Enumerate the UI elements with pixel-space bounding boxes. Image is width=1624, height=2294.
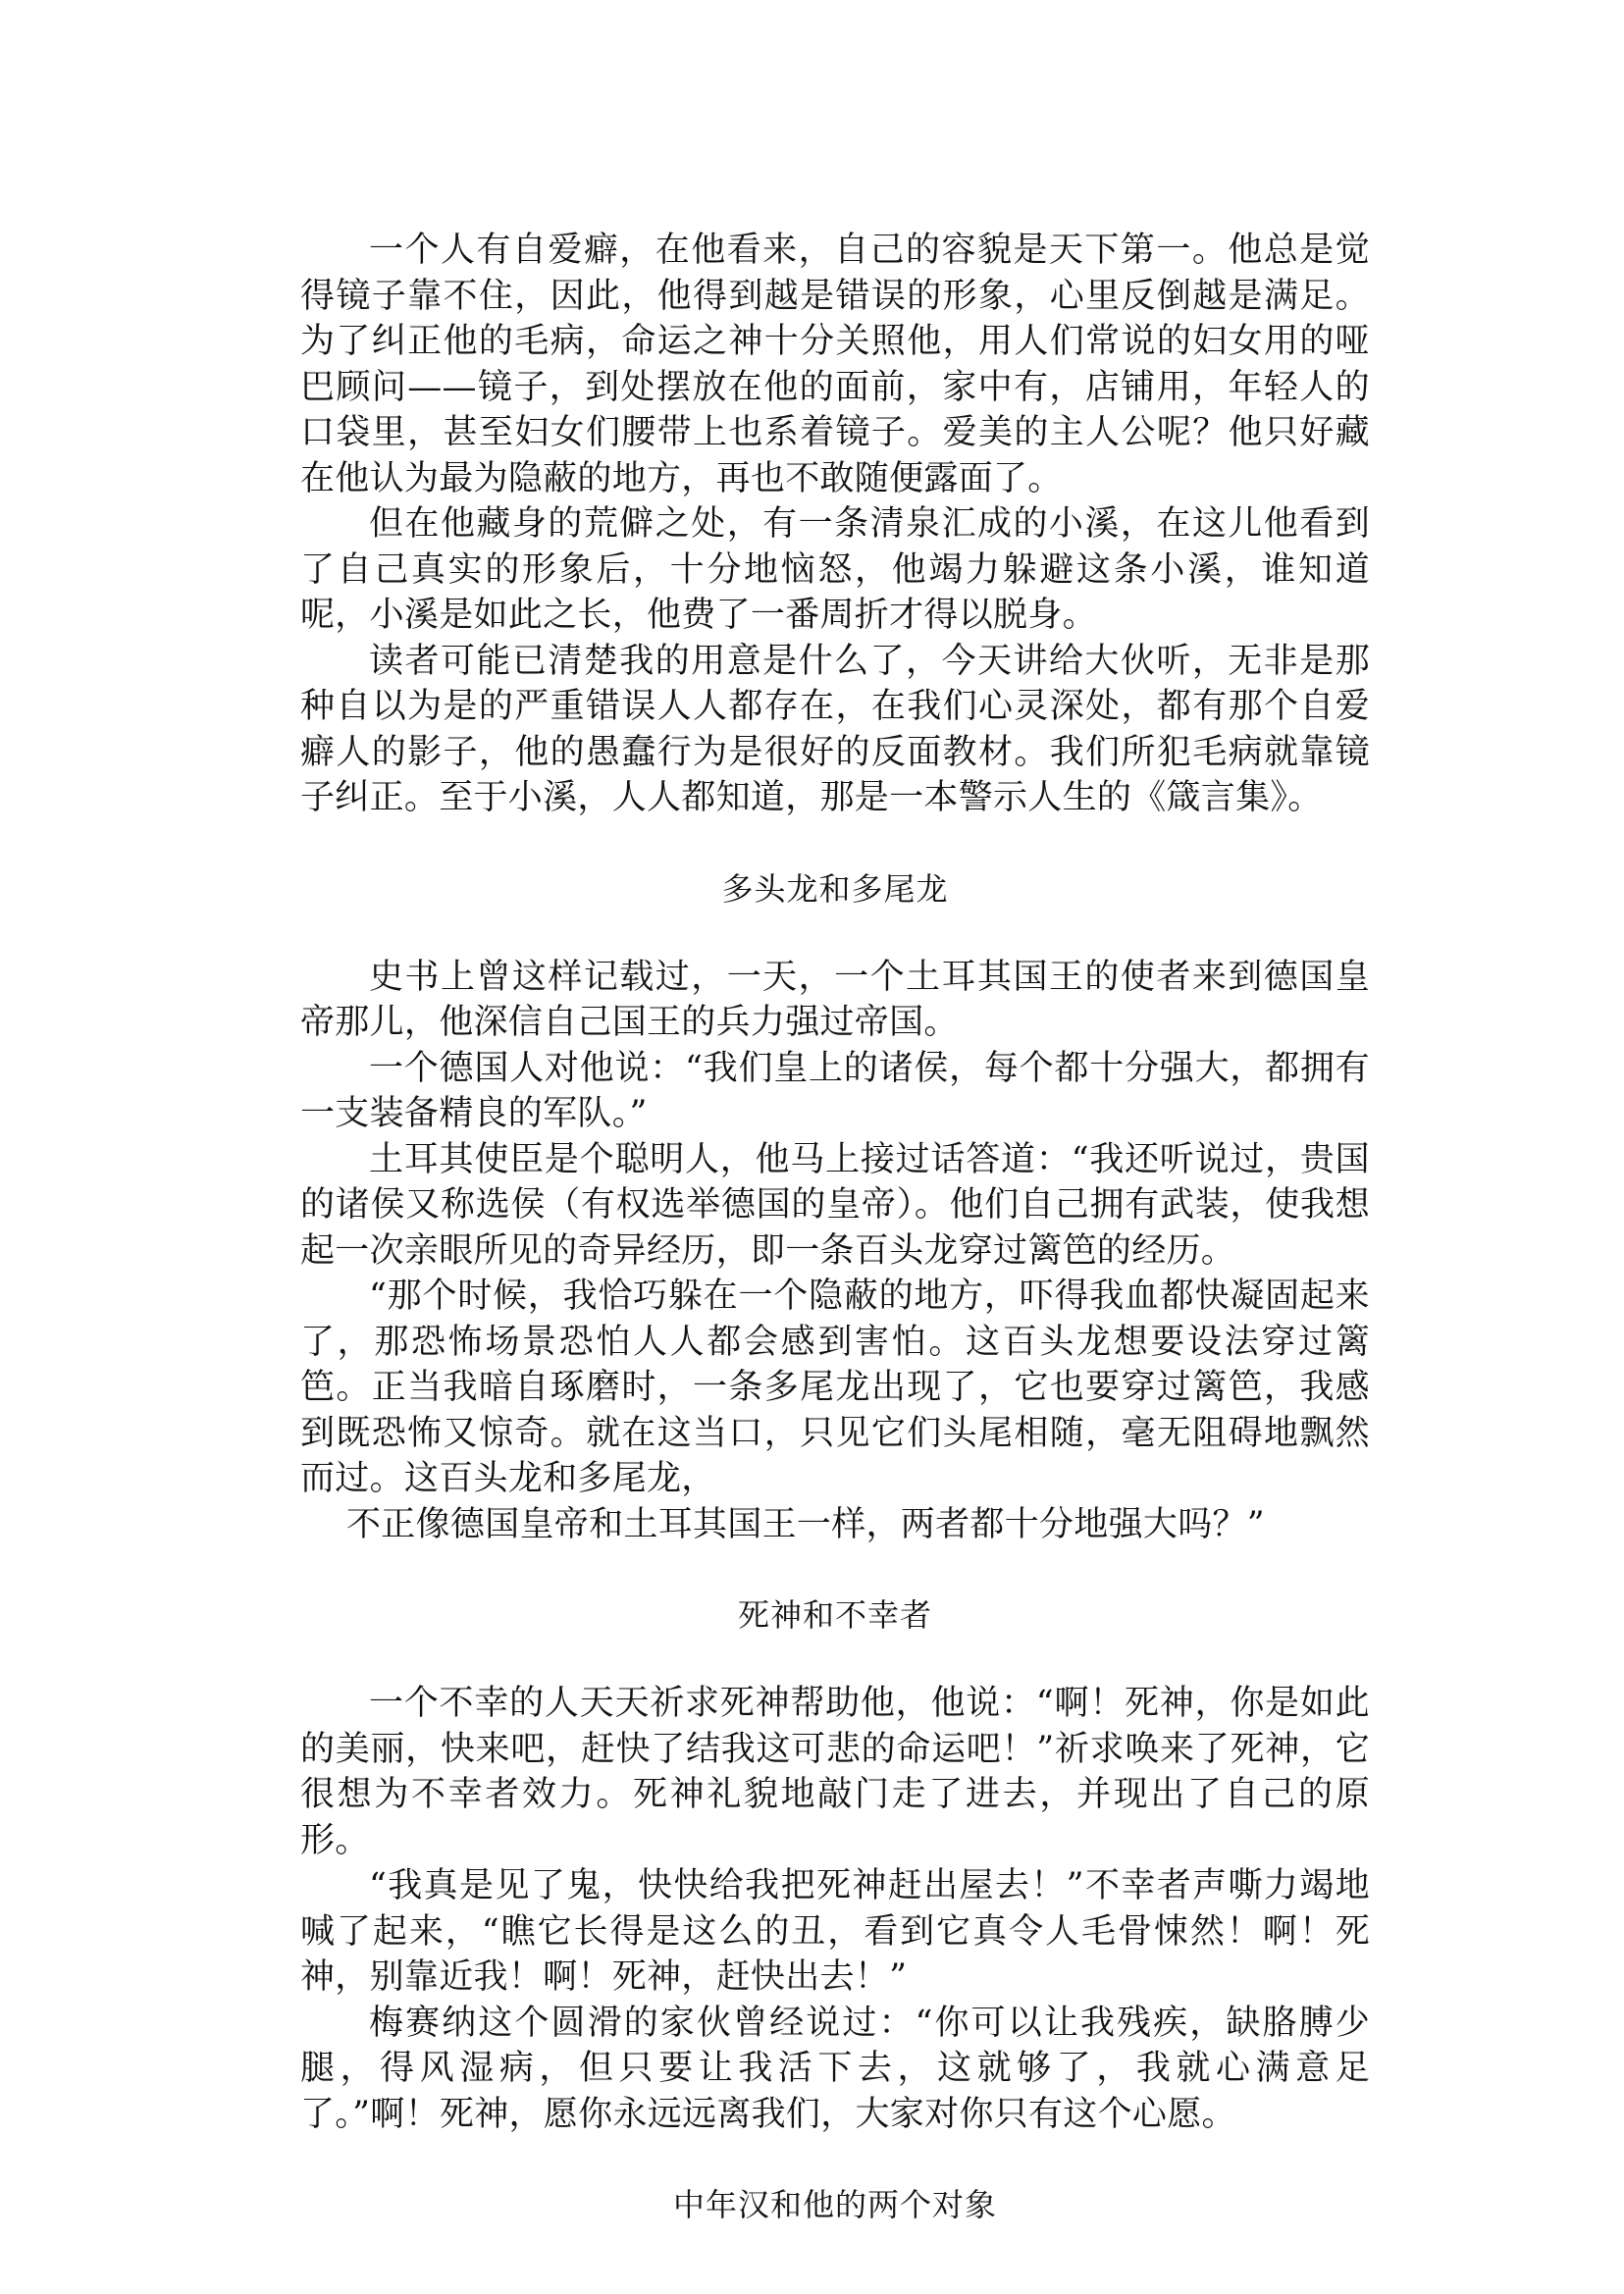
- paragraph: 一个人有自爱癖，在他看来，自己的容貌是天下第一。他总是觉得镜子靠不住，因此，他得到越是错误的形象，心里反倒越是满足。为了纠正他的毛病，命运之神十分关照他，用人们常说的妇女用的哑巴顾问——镜子，到处摆放在他的面前，家中有，店铺用，年轻人的口袋里，甚至妇女们腰带上也系着镜子。爱美的主人公呢？他只好藏在他认为最为隐蔽的地方，再也不敢随便露面了。: [300, 231, 1370, 498]
- document-body: [300, 228, 1370, 2227]
- paragraph: 土耳其使臣是个聪明人，他马上接过话答道：“我还听说过，贵国的诸侯又称选侯（有权选举德国的皇帝）。他们自己拥有武装，使我想起一次亲眼所见的奇异经历，即一条百头龙穿过篱笆的经历。: [300, 1139, 1370, 1271]
- paragraph: 但在他藏身的荒僻之处，有一条清泉汇成的小溪，在这儿他看到了自己真实的形象后，十分地恼怒，他竭力躲避这条小溪，谁知道呢，小溪是如此之长，他费了一番周折才得以脱身。: [300, 504, 1370, 635]
- paragraph: 一个德国人对他说：“我们皇上的诸侯，每个都十分强大，都拥有一支装备精良的军队。”: [300, 1048, 1370, 1133]
- paragraph: “我真是见了鬼，快快给我把死神赶出屋去！”不幸者声嘶力竭地喊了起来，“瞧它长得是这么的丑，看到它真令人毛骨悚然！啊！死神，别靠近我！啊！死神，赶快出去！”: [300, 1866, 1370, 1997]
- paragraph: 读者可能已清楚我的用意是什么了，今天讲给大伙听，无非是那种自以为是的严重错误人人都存在，在我们心灵深处，都有那个自爱癖人的影子，他的愚蠢行为是很好的反面教材。我们所犯毛病就靠镜子纠正。至于小溪，人人都知道，那是一本警示人生的《箴言集》。: [300, 641, 1370, 817]
- section-title: 多头龙和多尾龙: [721, 869, 949, 908]
- paragraph: “那个时候，我恰巧躲在一个隐蔽的地方，吓得我血都快凝固起来了，那恐怖场景恐怕人人都会感到害怕。这百头龙想要设法穿过篱笆。正当我暗自琢磨时，一条多尾龙出现了，它也要穿过篱笆，我感到既恐怖又惊奇。就在这当口，只见它们头尾相随，毫无阻碍地飘然而过。这百头龙和多尾龙，: [300, 1277, 1370, 1498]
- paragraph: 一个不幸的人天天祈求死神帮助他，他说：“啊！死神，你是如此的美丽，快来吧，赶快了结我这可悲的命运吧！”祈求唤来了死神，它很想为不幸者效力。死神礼貌地敲门走了进去，并现出了自己的原形。: [300, 1684, 1370, 1860]
- section-title: 死神和不幸者: [737, 1596, 932, 1634]
- paragraph: 史书上曾这样记载过，一天，一个土耳其国王的使者来到德国皇帝那儿，他深信自己国王的兵力强过帝国。: [300, 957, 1370, 1042]
- section-title: 中年汉和他的两个对象: [672, 2186, 997, 2223]
- paragraph: 不正像德国皇帝和土耳其国王一样，两者都十分地强大吗？”: [346, 1504, 1265, 1544]
- paragraph: 梅赛纳这个圆滑的家伙曾经说过：“你可以让我残疾，缺胳膊少腿，得风湿病，但只要让我活下去，这就够了，我就心满意足了。”啊！死神，愿你永远远离我们，大家对你只有这个心愿。: [300, 2003, 1370, 2134]
